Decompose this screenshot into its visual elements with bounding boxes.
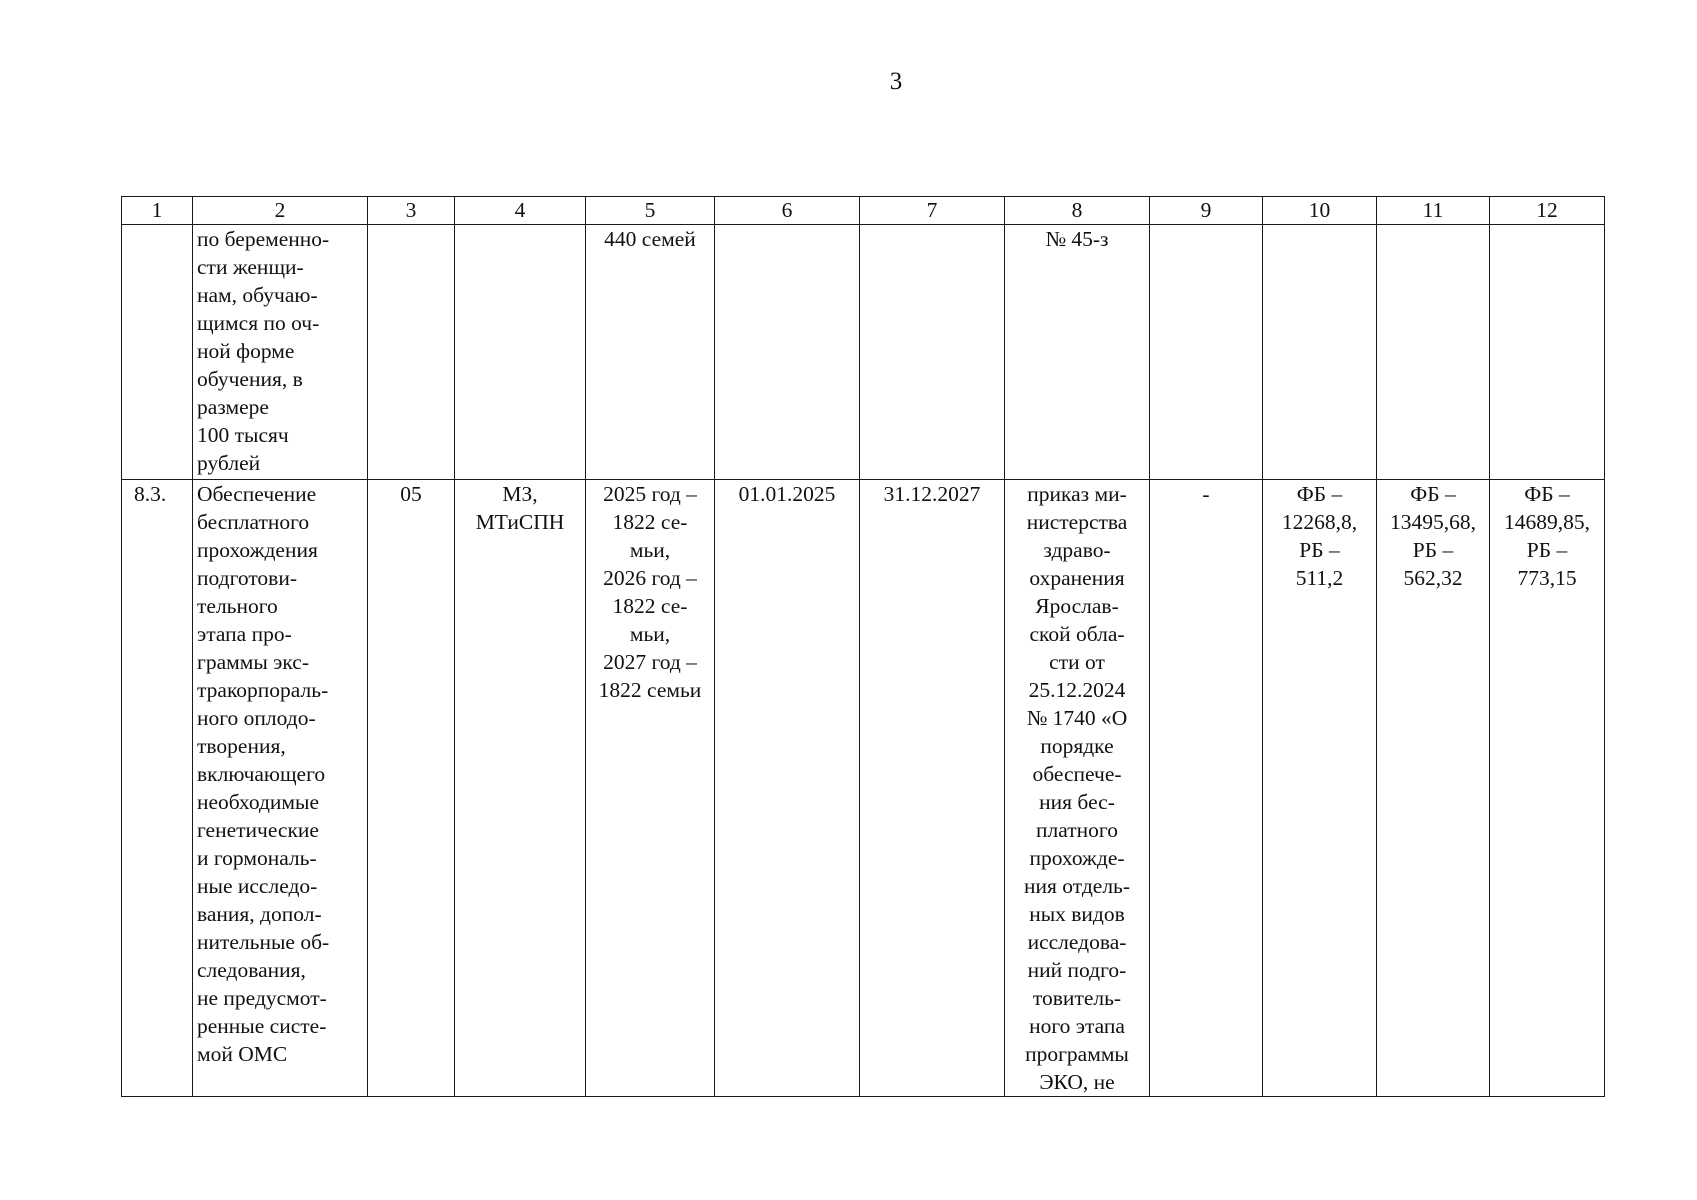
table-row [122, 225, 1605, 480]
program-table [121, 196, 1605, 1097]
table-cell: 440 семей [586, 225, 715, 480]
page-number: 3 [889, 68, 903, 95]
column-number-row [122, 197, 1605, 225]
column-header: 8 [1005, 197, 1150, 225]
table-cell: 05 [368, 480, 455, 1097]
table-cell [368, 225, 455, 480]
table-cell: 2025 год – 1822 се- мьи, 2026 год – 1822 се- мьи, 2027 год – 1822 семьи [586, 480, 715, 1097]
table-cell [122, 225, 193, 480]
table-cell: ФБ – 13495,68, РБ – 562,32 [1377, 480, 1490, 1097]
column-header: 2 [193, 197, 368, 225]
column-header: 3 [368, 197, 455, 225]
table-cell: Обеспечение бесплатного прохождения подготови- тельного этапа про- граммы экс- тракорпораль- ного оплодо- творения, включающего необходимые генетические и гормональ- ные исследо- вания, допол- нительные об- следования, не предусмот- ренные систе- мой ОМС [193, 480, 368, 1097]
column-header: 9 [1150, 197, 1263, 225]
table-cell: 31.12.2027 [860, 480, 1005, 1097]
table-cell: № 45-з [1005, 225, 1150, 480]
column-header: 7 [860, 197, 1005, 225]
column-header: 6 [715, 197, 860, 225]
table-cell [1377, 225, 1490, 480]
table-cell: МЗ, МТиСПН [455, 480, 586, 1097]
table-cell: ФБ – 12268,8, РБ – 511,2 [1263, 480, 1377, 1097]
table-cell [860, 225, 1005, 480]
column-header: 5 [586, 197, 715, 225]
table-cell [715, 225, 860, 480]
table-cell: по беременно- сти женщи- нам, обучаю- щимся по оч- ной форме обучения, в размере 100 тысяч рублей [193, 225, 368, 480]
table-cell: - [1150, 480, 1263, 1097]
table-cell: ФБ – 14689,85, РБ – 773,15 [1490, 480, 1605, 1097]
column-header: 1 [122, 197, 193, 225]
table-row [122, 480, 1605, 1097]
table-cell: приказ ми- нистерства здраво- охранения Ярослав- ской обла- сти от 25.12.2024 № 1740 «О порядке обеспече- ния бес- платного прохожде- ния отдель- ных видов исследова- ний подго- товитель- ного этапа программы ЭКО, не [1005, 480, 1150, 1097]
column-header: 12 [1490, 197, 1605, 225]
column-header: 4 [455, 197, 586, 225]
table-cell: 01.01.2025 [715, 480, 860, 1097]
column-header: 11 [1377, 197, 1490, 225]
table-cell [1490, 225, 1605, 480]
table-cell [455, 225, 586, 480]
table-cell [1263, 225, 1377, 480]
table-cell [1150, 225, 1263, 480]
table-cell: 8.3. [122, 480, 193, 1097]
column-header: 10 [1263, 197, 1377, 225]
